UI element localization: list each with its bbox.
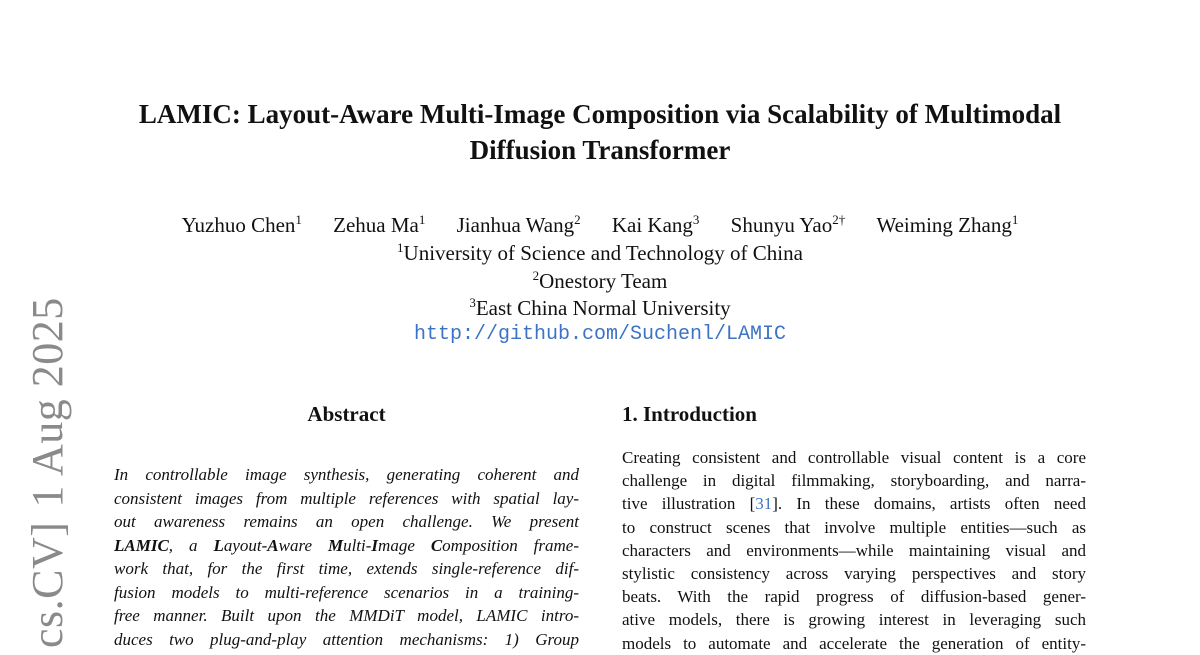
abstract-line: LAMIC, a Layout-Aware Multi-Image Composition frame-	[114, 535, 580, 555]
abstract-line: out awareness remains an open challenge. We present	[114, 512, 579, 531]
author-list	[100, 211, 1100, 239]
affiliation: $^3$East China Normal University	[469, 295, 731, 320]
affiliation: $^2$Onestory Team	[532, 267, 668, 293]
intro-line: tive illustration [31]. In these domains, artists often need	[622, 494, 1086, 514]
arxiv-date: 1 Aug 2025	[23, 297, 72, 508]
author: Jianhua Wang$^2$	[456, 212, 581, 237]
arxiv-category: cs.CV]	[23, 521, 72, 648]
abstract-body	[114, 463, 579, 651]
abstract-heading: Abstract	[307, 402, 386, 426]
affiliation-list	[100, 240, 1100, 323]
author: Zehua Ma$^1$	[333, 212, 426, 237]
paper-title	[100, 96, 1100, 168]
code-url-link[interactable]: http://github.com/Suchenl/LAMIC	[413, 323, 787, 346]
intro-line: challenge in digital filmmaking, storyboarding, and narra-	[622, 471, 1086, 491]
title-line-1: LAMIC: Layout-Aware Multi-Image Composition via Scalability of Multimodal	[138, 99, 1062, 129]
abstract-line: In controllable image synthesis, generating coherent and	[114, 465, 579, 484]
intro-line: beats. With the rapid progress of diffusion-based gener-	[622, 587, 1086, 607]
introduction-heading: 1. Introduction	[622, 402, 757, 426]
introduction-body	[622, 446, 1086, 655]
intro-line: to construct scenes that involve multiple entities—such as	[622, 517, 1086, 537]
abstract-line: free manner. Built upon the MMDiT model, LAMIC intro-	[114, 606, 579, 625]
author: Kai Kang$^3$	[611, 212, 700, 237]
abstract-line: duces two plug-and-play attention mechanisms: 1) Group	[114, 629, 579, 649]
intro-line: models to automate and accelerate the generation of entity-	[622, 633, 1086, 653]
abstract-line: fusion models to multi-reference scenarios in a training-	[114, 582, 579, 602]
arxiv-side-stamp	[22, 283, 73, 648]
abstract-line: work that, for the first time, extends single-reference dif-	[114, 559, 579, 578]
author: Shunyu Yao$^{2\dagger}$	[730, 212, 846, 237]
author: Yuzhuo Chen$^1$	[181, 212, 302, 237]
affiliation: $^1$University of Science and Technology of China	[397, 240, 803, 265]
intro-line: characters and environments—while maintaining visual and	[622, 540, 1086, 560]
intro-line: ative models, there is growing interest in leveraging such	[622, 610, 1086, 630]
intro-line: stylistic consistency across varying perspectives and story	[622, 564, 1086, 584]
author: Weiming Zhang$^1$	[876, 212, 1019, 237]
intro-line: Creating consistent and controllable visual content is a core	[622, 448, 1086, 467]
citation-link[interactable]: 31	[755, 494, 773, 514]
title-line-2: Diffusion Transformer	[469, 135, 731, 165]
abstract-line: consistent images from multiple references with spatial lay-	[114, 488, 579, 508]
